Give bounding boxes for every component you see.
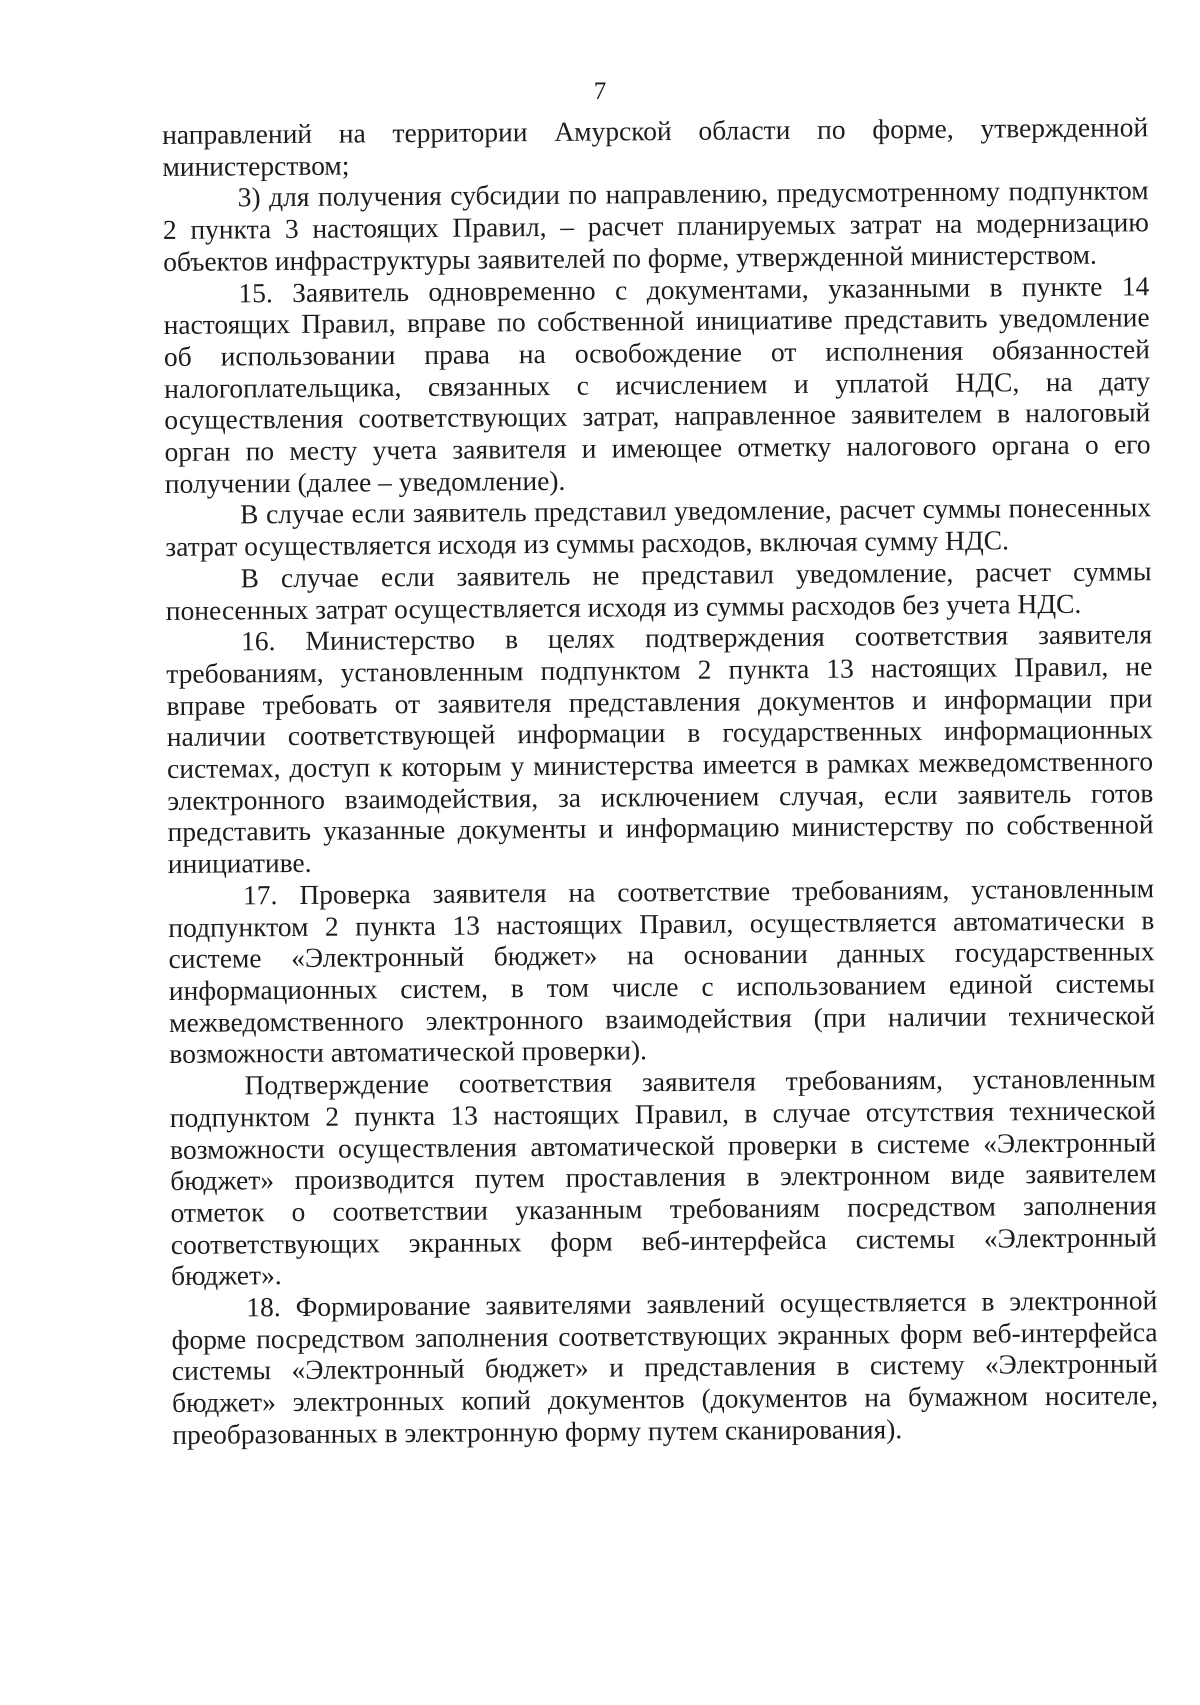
paragraph-15: 15. Заявитель одновременно с документами, указанными в пункте 14 настоящих Правил, вправе по собственной инициативе представить уведомление об использовании права на освобождение от исполнения обязанностей налогоплательщика, связанных с исчислением и уплатой НДС, на дату осуществления соответствующих затрат, направленное заявителем в налоговый орган по месту учета заявителя и имеющее отметку налогового органа о его получении (далее – уведомление). [163, 269, 1151, 499]
paragraph-16: 16. Министерство в целях подтверждения соответствия заявителя требованиям, установленным подпунктом 2 пункта 13 настоящих Правил, не вправе требовать от заявителя представления документов и информации при наличии соответствующей информации в государственных информационных системах, доступ к которым у министерства имеется в рамках межведомственного электронного взаимодействия, за исключением случая, если заявитель готов представить указанные документы и информацию министерству по собственной инициативе. [166, 618, 1154, 880]
paragraph-15-case-without-notice: В случае если заявитель не представил уведомление, расчет суммы понесенных затрат осуществляется исходя из суммы расходов без учета НДС. [165, 555, 1152, 626]
paragraph-17: 17. Проверка заявителя на соответствие требованиям, установленным подпунктом 2 пункта 13 настоящих Правил, осуществляется автоматически в системе «Электронный бюджет» на основании данных государственных информационных систем, в том числе с использованием единой системы межведомственного электронного взаимодействия (при наличии технической возможности автоматической проверки). [168, 872, 1156, 1070]
paragraph-18: 18. Формирование заявителями заявлений осуществляется в электронной форме посредством заполнения соответствующих экранных форм веб-интерфейса системы «Электронный бюджет» и представления в систему «Электронный бюджет» электронных копий документов (документов на бумажном носителе, преобразованных в электронную форму путем сканирования). [171, 1284, 1159, 1450]
page-number: 7 [593, 78, 607, 105]
document-body [162, 111, 1158, 1450]
paragraph-17-confirmation: Подтверждение соответствия заявителя требованиям, установленным подпунктом 2 пункта 13 настоящих Правил, в случае отсутствия технической возможности осуществления автоматической проверки в системе «Электронный бюджет» производится путем проставления в электронном виде заявителем отметок о соответствии указанным требованиям посредством заполнения соответствующих экранных форм веб-интерфейса системы «Электронный бюджет». [169, 1062, 1157, 1292]
paragraph-continuation: направлений на территории Амурской области по форме, утвержденной министерством; [162, 111, 1149, 182]
paragraph-15-case-with-notice: В случае если заявитель представил уведомление, расчет суммы понесенных затрат осуществляется исходя из суммы расходов, включая сумму НДС. [165, 491, 1152, 563]
paragraph-item-3: 3) для получения субсидии по направлению, предусмотренному подпунктом 2 пункта 3 настоящих Правил, – расчет планируемых затрат на модернизацию объектов инфраструктуры заявителей по форме, утвержденной министерством. [162, 174, 1149, 277]
